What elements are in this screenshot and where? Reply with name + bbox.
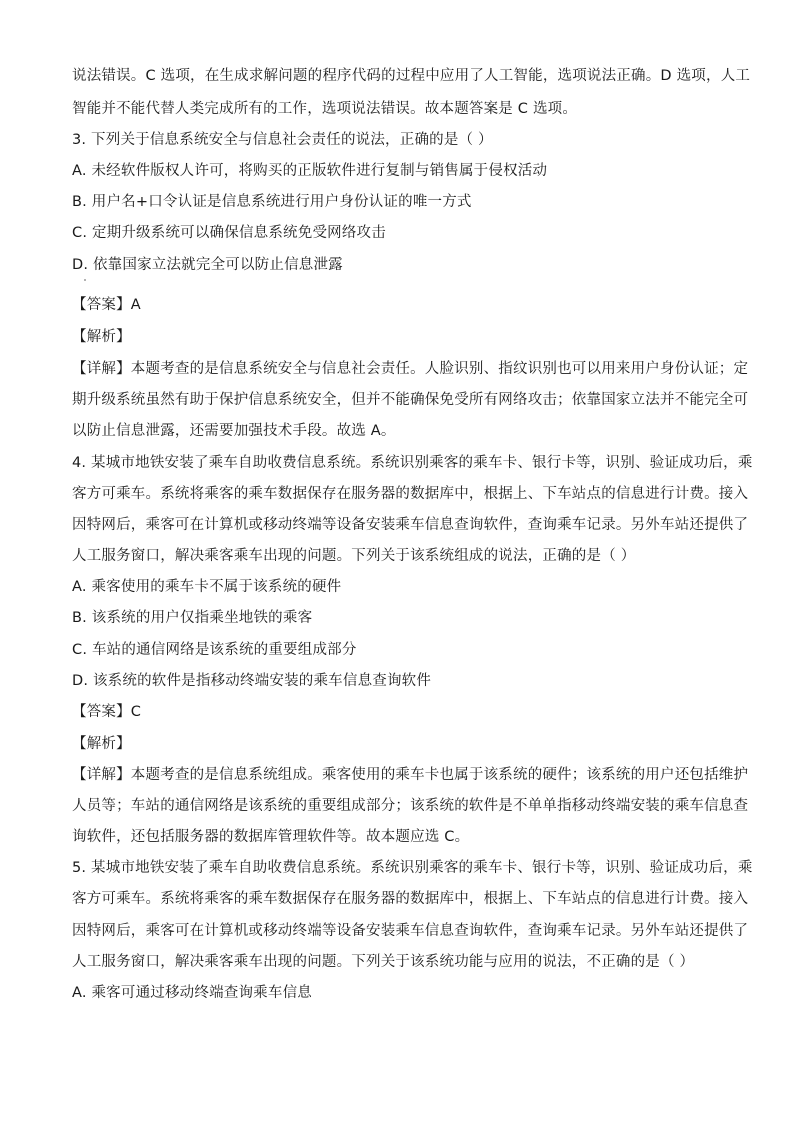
question-5-stem: 5. 某城市地铁安装了乘车自助收费信息系统。系统识别乘客的乘车卡、银行卡等，识别、验证成功后，乘 bbox=[72, 860, 753, 876]
question-3-option-c: C. 定期升级系统可以确保信息系统免受网络攻击 bbox=[72, 225, 386, 241]
question-5-stem: 客方可乘车。系统将乘客的乘车数据保存在服务器的数据库中，根据上、下车站点的信息进行计费。接入 bbox=[72, 891, 749, 907]
answer-label: 【答案】A bbox=[72, 297, 141, 313]
question-4-stem: 客方可乘车。系统将乘客的乘车数据保存在服务器的数据库中，根据上、下车站点的信息进行计费。接入 bbox=[72, 486, 749, 502]
analysis-label: 【解析】 bbox=[72, 329, 131, 345]
question-4-option-d: D. 该系统的软件是指移动终端安装的乘车信息查询软件 bbox=[72, 673, 432, 689]
question-4-option-b: B. 该系统的用户仅指乘坐地铁的乘客 bbox=[72, 610, 313, 626]
question-3-stem: 3. 下列关于信息系统安全与信息社会责任的说法，正确的是（ ） bbox=[72, 132, 493, 148]
explanation-line: 询软件，还包括服务器的数据库管理软件等。故本题应选 C。 bbox=[72, 829, 470, 845]
question-4-stem: 因特网后，乘客可在计算机或移动终端等设备安装乘车信息查询软件，查询乘车记录。另外车站还提供了 bbox=[72, 517, 749, 533]
analysis-label: 【解析】 bbox=[72, 736, 131, 752]
question-5-stem: 人工服务窗口，解决乘客乘车出现的问题。下列关于该系统功能与应用的说法，不正确的是（ ） bbox=[72, 954, 695, 970]
explanation-line: 期升级系统虽然有助于保护信息系统安全，但并不能确保免受所有网络攻击；依靠国家立法并不能完全可 bbox=[72, 392, 749, 408]
explanation-line: 【详解】本题考查的是信息系统安全与信息社会责任。人脸识别、指纹识别也可以用来用户身份认证；定 bbox=[72, 361, 749, 377]
explanation-line: 【详解】本题考查的是信息系统组成。乘客使用的乘车卡也属于该系统的硬件；该系统的用户还包括维护 bbox=[72, 767, 749, 783]
explanation-line: 人员等；车站的通信网络是该系统的重要组成部分；该系统的软件是不单单指移动终端安装的乘车信息查 bbox=[72, 798, 749, 814]
text-line: 智能并不能代替人类完成所有的工作，选项说法错误。故本题答案是 C 选项。 bbox=[72, 101, 578, 117]
text-line: 说法错误。C 选项，在生成求解问题的程序代码的过程中应用了人工智能，选项说法正确。D 选项，人工 bbox=[72, 68, 751, 84]
question-5-option-a: A. 乘客可通过移动终端查询乘车信息 bbox=[72, 985, 312, 1001]
explanation-line: 以防止信息泄露，还需要加强技术手段。故选 A。 bbox=[72, 423, 396, 439]
answer-label: 【答案】C bbox=[72, 704, 142, 720]
stray-dot-mark bbox=[84, 279, 86, 281]
question-4-stem: 4. 某城市地铁安装了乘车自助收费信息系统。系统识别乘客的乘车卡、银行卡等，识别、验证成功后，乘 bbox=[72, 455, 753, 471]
question-3-option-b: B. 用户名+口令认证是信息系统进行用户身份认证的唯一方式 bbox=[72, 194, 472, 210]
question-5-stem: 因特网后，乘客可在计算机或移动终端等设备安装乘车信息查询软件，查询乘车记录。另外车站还提供了 bbox=[72, 923, 749, 939]
question-4-option-a: A. 乘客使用的乘车卡不属于该系统的硬件 bbox=[72, 579, 342, 595]
question-3-option-d: D. 依靠国家立法就完全可以防止信息泄露 bbox=[72, 257, 343, 273]
question-3-option-a: A. 未经软件版权人许可，将购买的正版软件进行复制与销售属于侵权活动 bbox=[72, 163, 548, 179]
question-4-stem: 人工服务窗口，解决乘客乘车出现的问题。下列关于该系统组成的说法，正确的是（ ） bbox=[72, 548, 636, 564]
question-4-option-c: C. 车站的通信网络是该系统的重要组成部分 bbox=[72, 642, 357, 658]
